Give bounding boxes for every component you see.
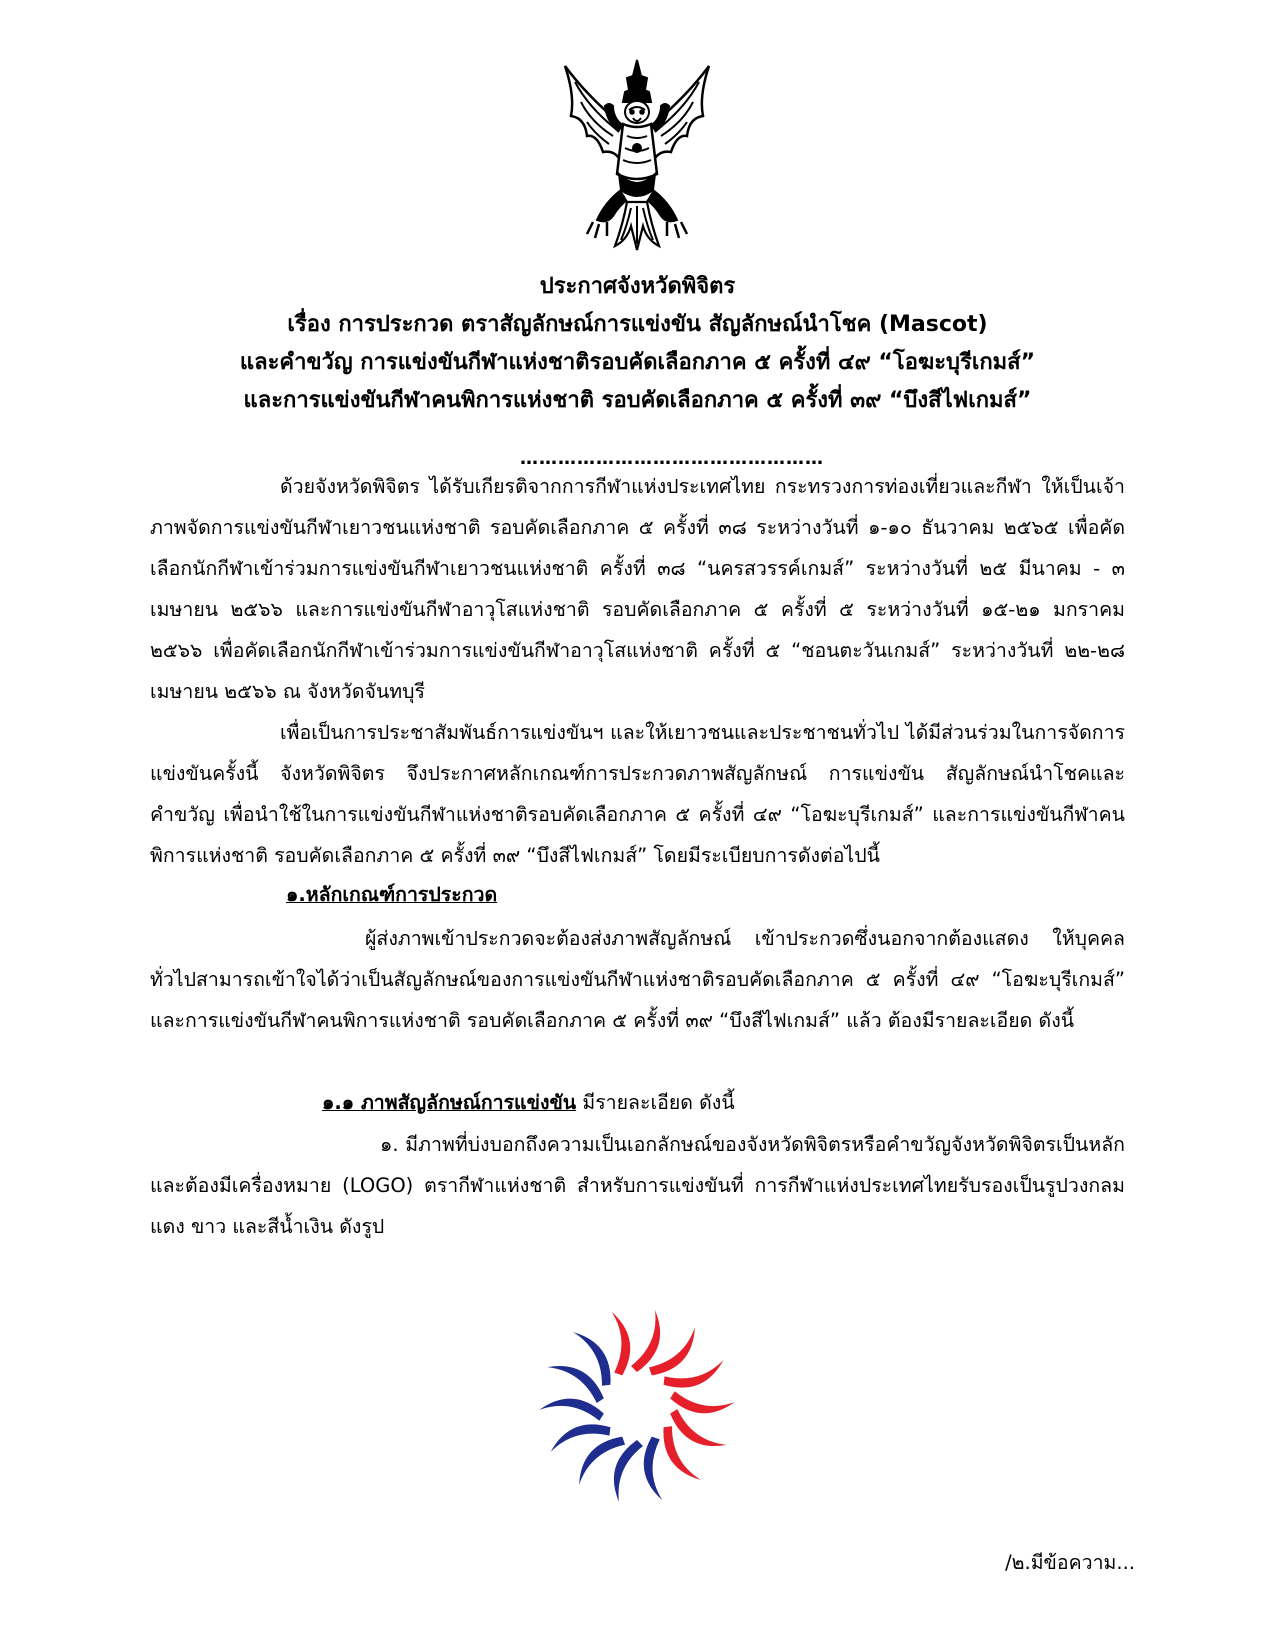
title-line-3: และคำขวัญ การแข่งขันกีฬาแห่งชาติรอบคัดเลือกภาค ๕ ครั้งที่ ๔๙ “โอฆะบุรีเกมส์”: [239, 350, 1036, 375]
paragraph-4-text: ๑. มีภาพที่บ่งบอกถึงความเป็นเอกลักษณ์ของจังหวัดพิจิตรหรือคำขวัญจังหวัดพิจิตรเป็นหลัก และต้องมีเครื่องหมาย (LOGO) ตรากีฬาแห่งชาติ สำหรับการแข่งขันที่ การกีฬาแห่งประเทศไทยรับรองเป็นรูปวงกลมแดง ขาว และสีน้ำเงิน ดังรูป: [150, 1133, 1125, 1238]
section-1-1-heading: [322, 1088, 735, 1118]
section-1-1-suffix: มีรายละเอียด ดังนี้: [576, 1091, 735, 1114]
logo-petal: [614, 1440, 643, 1502]
paragraph-3-text: ผู้ส่งภาพเข้าประกวดจะต้องส่งภาพสัญลักษณ์ เข้าประกวดซึ่งนอกจากต้องแสดง ให้บุคคลทั่วไปสามารถเข้าใจได้ว่าเป็นสัญลักษณ์ของการแข่งขันกีฬาแห่งชาติรอบคัดเลือกภาค ๕ ครั้งที่ ๔๙ “โอฆะบุรีเกมส์” และการแข่งขันกีฬาคนพิการแห่งชาติ รอบคัดเลือกภาค ๕ ครั้งที่ ๓๙ “บึงสีไฟเกมส์” แล้ว ต้องมีรายละเอียด ดังนี้: [150, 927, 1125, 1032]
logo-petal: [631, 1310, 660, 1372]
section-1-heading: ๑.หลักเกณฑ์การประกวด: [286, 883, 498, 906]
title-line-1: ประกาศจังหวัดพิจิตร: [539, 274, 736, 299]
paragraph-2-text: เพื่อเป็นการประชาสัมพันธ์การแข่งขันฯ และให้เยาวชนและประชาชนทั่วไป ได้มีส่วนร่วมในการจัดการแข่งขันครั้งนี้ จังหวัดพิจิตร จึงประกาศหลักเกณฑ์การประกวดภาพสัญลักษณ์ การแข่งขัน สัญลักษณ์นำโชคและคำขวัญ เพื่อนำใช้ในการแข่งขันกีฬาแห่งชาติรอบคัดเลือกภาค ๕ ครั้งที่ ๔๙ “โอฆะบุรีเกมส์” และการแข่งขันกีฬาคนพิการแห่งชาติ รอบคัดเลือกภาค ๕ ครั้งที่ ๓๙ “บึงสีไฟเกมส์” โดยมีระเบียบการดังต่อไปนี้: [150, 721, 1125, 867]
title-line-4: และการแข่งขันกีฬาคนพิการแห่งชาติ รอบคัดเลือกภาค ๕ ครั้งที่ ๓๙ “บึงสีไฟเกมส์”: [243, 388, 1032, 413]
logo-petal: [548, 1409, 615, 1470]
title-line-2: เรื่อง การประกวด ตราสัญลักษณ์การแข่งขัน สัญลักษณ์นำโชค (Mascot): [287, 312, 988, 337]
logo-petal: [542, 1362, 609, 1404]
next-page-reference: /๒.มีข้อความ...: [1005, 1551, 1135, 1574]
logo-petal: [665, 1408, 732, 1450]
paragraph-1-text: ด้วยจังหวัดพิจิตร ได้รับเกียรติจากการกีฬาแห่งประเทศไทย กระทรวงการท่องเที่ยวและกีฬา ให้เป็นเจ้าภาพจัดการแข่งขันกีฬาเยาวชนแห่งชาติ รอบคัดเลือกภาค ๕ ครั้งที่ ๓๘ ระหว่างวันที่ ๑-๑๐ ธันวาคม ๒๕๖๕ เพื่อคัดเลือกนักกีฬาเข้าร่วมการแข่งขันกีฬาเยาวชนแห่งชาติ ครั้งที่ ๓๘ “นครสวรรค์เกมส์” ระหว่างวันที่ ๒๕ มีนาคม - ๓ เมษายน ๒๕๖๖ และการแข่งขันกีฬาอาวุโสแห่งชาติ รอบคัดเลือกภาค ๕ ครั้งที่ ๕ ระหว่างวันที่ ๑๕-๒๑ มกราคม ๒๕๖๖ เพื่อคัดเลือกนักกีฬาเข้าร่วมการแข่งขันกีฬาอาวุโสแห่งชาติ ครั้งที่ ๕ “ชอนตะวันเกมส์” ระหว่างวันที่ ๒๒-๒๘ เมษายน ๒๕๖๖ ณ จังหวัดจันทบุรี: [150, 475, 1125, 703]
garuda-emblem-icon: [557, 56, 717, 252]
paragraph-2: [150, 712, 1125, 876]
paragraph-3: [150, 918, 1125, 1041]
paragraph-4: [150, 1124, 1125, 1247]
title-separator: …………………………………………: [520, 448, 824, 469]
logo-petal: [660, 1341, 727, 1402]
national-games-logo-icon: [537, 1306, 737, 1506]
paragraph-1: [150, 466, 1125, 712]
announcement-title: [150, 268, 1125, 420]
section-1-1-title: ๑.๑ ภาพสัญลักษณ์การแข่งขัน: [322, 1091, 577, 1114]
